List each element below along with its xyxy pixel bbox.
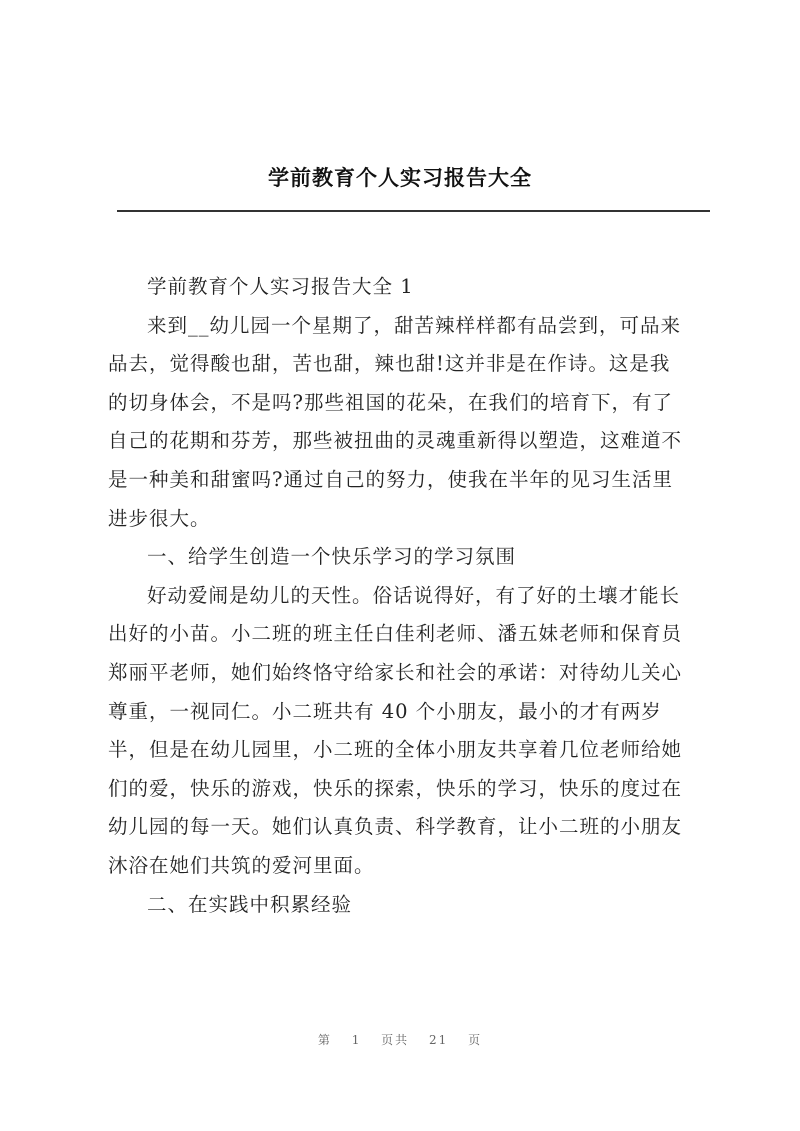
paragraph-line: 幼儿园的每一天。她们认真负责、科学教育，让小二班的小朋友 [108,815,683,839]
paragraph-line: 们的爱，快乐的游戏，快乐的探索，快乐的学习，快乐的度过在 [108,776,683,800]
paragraph-line: 出好的小苗。小二班的班主任白佳利老师、潘五妹老师和保育员 [108,622,683,646]
section-heading: 一、给学生创造一个快乐学习的学习氛围 [147,545,517,569]
footer-mid: 页共 [381,1033,410,1047]
document-body [108,268,710,924]
paragraph-line: 进步很大。 [108,506,211,530]
paragraph-line: 尊重，一视同仁。小二班共有 40 个小朋友，最小的才有两岁 [108,699,662,723]
footer-suffix: 页 [468,1033,483,1047]
paragraph-line: 品去，觉得酸也甜，苦也甜，辣也甜!这并非是在作诗。这是我 [108,352,671,376]
page-title: 学前教育个人实习报告大全 [268,165,532,190]
paragraph-line: 自己的花期和芬芳，那些被扭曲的灵魂重新得以塑造，这难道不 [108,429,683,453]
section-heading: 二、在实践中积累经验 [147,892,353,916]
paragraph-line: 来到__幼儿园一个星期了，甜苦辣样样都有品尝到，可品来 [147,313,682,337]
page-number: 1 [351,1033,362,1047]
section-heading: 学前教育个人实习报告大全 1 [147,275,414,298]
footer-prefix: 第 [317,1033,332,1047]
paragraph-line: 沐浴在她们共筑的爱河里面。 [108,853,375,877]
paragraph-line: 好动爱闹是幼儿的天性。俗话说得好，有了好的土壤才能长 [147,583,681,607]
paragraph-line: 是一种美和甜蜜吗?通过自己的努力，使我在半年的见习生活里 [108,467,673,491]
paragraph-line: 的切身体会，不是吗?那些祖国的花朵，在我们的培育下，有了 [108,390,673,414]
title-divider [117,210,710,212]
paragraph-line: 郑丽平老师，她们始终恪守给家长和社会的承诺：对待幼儿关心 [108,660,683,684]
total-pages: 21 [429,1033,449,1047]
paragraph-line: 半，但是在幼儿园里，小二班的全体小朋友共享着几位老师给她 [108,738,683,762]
page-footer [0,1031,800,1048]
